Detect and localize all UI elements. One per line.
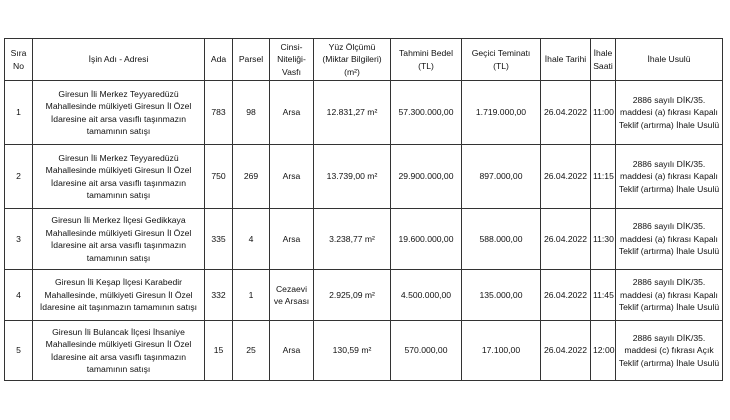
cell-gecici-teminat: 135.000,00 [462,270,541,321]
cell-gecici-teminat: 897.000,00 [462,145,541,209]
header-gecici-teminat [462,39,541,81]
header-yuz-olcumu-line1: Yüz Ölçümü [328,41,376,52]
cell-ihale-saati: 11:30 [591,209,616,270]
header-parsel: Parsel [233,39,270,81]
cell-tahmini-bedel: 4.500.000,00 [391,270,462,321]
cell-ihale-tarihi: 26.04.2022 [541,270,591,321]
cell-tahmini-bedel: 19.600.000,00 [391,209,462,270]
cell-isin-adi: Giresun İli Merkez Teyyaredüzü Mahallesinde mülkiyeti Giresun İl Özel İdaresine ait arsa vasıflı taşınmazın tamamının satışı [33,145,205,209]
header-ada: Ada [205,39,233,81]
cell-cinsi: Cezaevi ve Arsası [270,270,314,321]
header-yuz-olcumu-line2: (Miktar Bilgileri) [322,54,382,65]
cell-yuz-olcumu: 130,59 m² [314,321,391,381]
cell-ihale-usulu: 2886 sayılı DİK/35. maddesi (a) fıkrası Kapalı Teklif (artırma) İhale Usulü [616,270,723,321]
cell-cinsi: Arsa [270,321,314,381]
cell-cinsi: Arsa [270,81,314,145]
header-isin-adi: İşin Adı - Adresi [33,39,205,81]
header-ihale-usulu: İhale Usulü [616,39,723,81]
cell-ada: 15 [205,321,233,381]
table-row [5,81,723,145]
cell-tahmini-bedel: 570.000,00 [391,321,462,381]
cell-tahmini-bedel: 29.900.000,00 [391,145,462,209]
cell-tahmini-bedel: 57.300.000,00 [391,81,462,145]
header-yuz-olcumu-line3: (m²) [344,66,360,77]
header-row [5,39,723,81]
cell-isin-adi: Giresun İli Merkez Teyyaredüzü Mahallesinde mülkiyeti Giresun İl Özel İdaresine ait arsa vasıflı taşınmazın tamamının satışı [33,81,205,145]
cell-sira: 2 [5,145,33,209]
cell-ihale-usulu: 2886 sayılı DİK/35. maddesi (a) fıkrası Kapalı Teklif (artırma) İhale Usulü [616,145,723,209]
cell-ihale-saati: 11:45 [591,270,616,321]
cell-parsel: 98 [233,81,270,145]
cell-ihale-saati: 11:15 [591,145,616,209]
header-gecici-teminat-line2: (TL) [493,60,509,71]
header-gecici-teminat-line1: Geçici Teminatı [471,48,531,58]
cell-ihale-usulu: 2886 sayılı DİK/35. maddesi (a) fıkrası Kapalı Teklif (artırma) İhale Usulü [616,81,723,145]
cell-sira: 1 [5,81,33,145]
cell-ada: 332 [205,270,233,321]
cell-gecici-teminat: 17.100,00 [462,321,541,381]
cell-yuz-olcumu: 13.739,00 m² [314,145,391,209]
cell-ada: 750 [205,145,233,209]
cell-ada: 335 [205,209,233,270]
header-ihale-saati: İhale Saati [591,39,616,81]
header-sira-no: Sıra No [5,39,33,81]
cell-ada: 783 [205,81,233,145]
cell-parsel: 4 [233,209,270,270]
cell-cinsi: Arsa [270,209,314,270]
table-row [5,145,723,209]
header-tahmini-bedel-line1: Tahmini Bedel [399,48,453,58]
cell-ihale-saati: 12:00 [591,321,616,381]
cell-isin-adi: Giresun İli Bulancak İlçesi İhsaniye Mahallesinde mülkiyeti Giresun İl Özel İdaresine ait arsa vasıflı taşınmazın tamamının satışı [33,321,205,381]
cell-ihale-tarihi: 26.04.2022 [541,145,591,209]
header-yuz-olcumu [314,39,391,81]
header-tahmini-bedel [391,39,462,81]
cell-sira: 4 [5,270,33,321]
cell-sira: 3 [5,209,33,270]
cell-parsel: 25 [233,321,270,381]
cell-isin-adi: Giresun İli Merkez İlçesi Gedikkaya Mahallesinde mülkiyeti Giresun İl Özel İdaresine ait arsa vasıflı taşınmazın tamamının satışı [33,209,205,270]
cell-gecici-teminat: 588.000,00 [462,209,541,270]
cell-gecici-teminat: 1.719.000,00 [462,81,541,145]
cell-sira: 5 [5,321,33,381]
cell-ihale-saati: 11:00 [591,81,616,145]
table-row [5,270,723,321]
cell-ihale-usulu: 2886 sayılı DİK/35. maddesi (c) fıkrası Açık Teklif (artırma) İhale Usulü [616,321,723,381]
header-cinsi: Cinsi-Niteliği-Vasfı [270,39,314,81]
cell-cinsi: Arsa [270,145,314,209]
table-row [5,321,723,381]
cell-yuz-olcumu: 3.238,77 m² [314,209,391,270]
header-ihale-tarihi: İhale Tarihi [541,39,591,81]
cell-yuz-olcumu: 2.925,09 m² [314,270,391,321]
cell-ihale-tarihi: 26.04.2022 [541,81,591,145]
cell-ihale-usulu: 2886 sayılı DİK/35. maddesi (a) fıkrası Kapalı Teklif (artırma) İhale Usulü [616,209,723,270]
cell-isin-adi: Giresun İli Keşap İlçesi Karabedir Mahallesinde, mülkiyeti Giresun İl Özel İdaresine ait taşınmazın tamamının satışı [33,270,205,321]
table-row [5,209,723,270]
cell-parsel: 269 [233,145,270,209]
cell-parsel: 1 [233,270,270,321]
cell-ihale-tarihi: 26.04.2022 [541,321,591,381]
cell-ihale-tarihi: 26.04.2022 [541,209,591,270]
header-tahmini-bedel-line2: (TL) [418,60,434,71]
cell-yuz-olcumu: 12.831,27 m² [314,81,391,145]
auction-table [4,38,723,381]
